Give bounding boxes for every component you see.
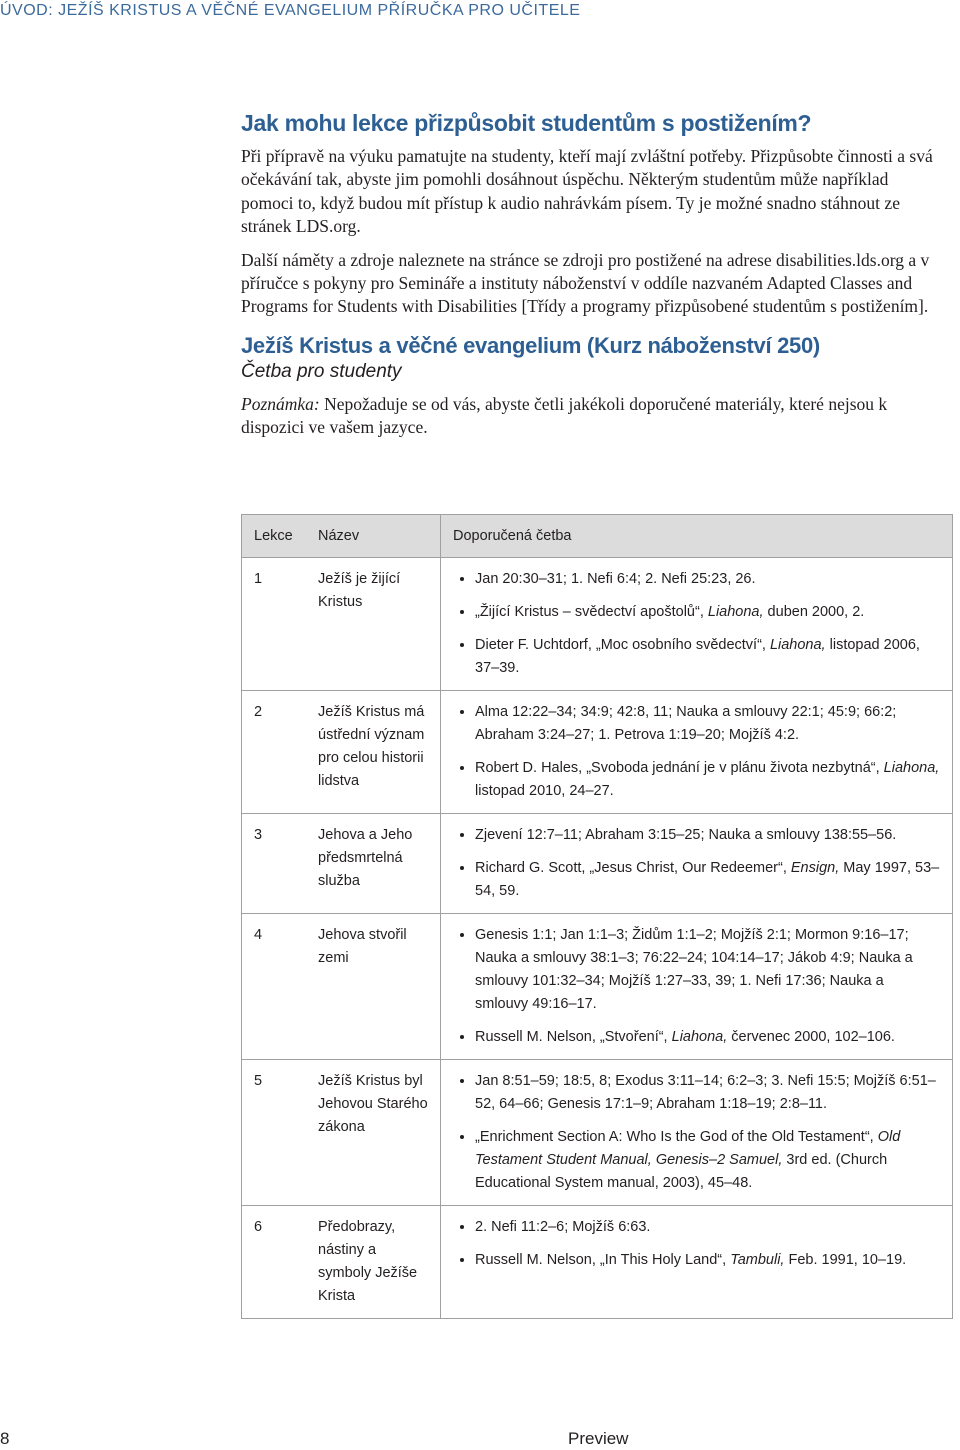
publication-name: Liahona, bbox=[769, 637, 826, 653]
reading-text: Feb. 1991, 10–19. bbox=[784, 1252, 907, 1268]
reading-list bbox=[453, 924, 940, 1049]
reading-list bbox=[453, 568, 940, 680]
publication-name: Tambuli, bbox=[730, 1252, 785, 1268]
running-header: ÚVOD: JEŽÍŠ KRISTUS A VĚČNÉ EVANGELIUM PŘÍRUČKA PRO UČITELE bbox=[0, 2, 581, 19]
lesson-number: 4 bbox=[242, 914, 307, 1060]
reading-item bbox=[475, 568, 940, 591]
lesson-number: 3 bbox=[242, 814, 307, 914]
publication-name: Liahona, bbox=[671, 1029, 728, 1045]
page-number: 8 bbox=[0, 1429, 10, 1448]
section-title-adaptation: Jak mohu lekce přizpůsobit studentům s postižením? bbox=[241, 110, 812, 136]
recommended-reading bbox=[441, 1206, 953, 1319]
course-title: Ježíš Kristus a věčné evangelium (Kurz náboženství 250) bbox=[241, 332, 820, 358]
reading-text: Dieter F. Uchtdorf, „Moc osobního svědectví“, bbox=[475, 637, 770, 653]
reading-text: Genesis 1:1; Jan 1:1–3; Židům 1:1–2; Mojžíš 2:1; Mormon 9:16–17; Nauka a smlouvy 38:1–3; 76:22–24; 104:14–17; Jákob 4:9; Nauka a smlouvy 101:32–34; Mojžíš 1:27–33, 39; 1. Nefi 17:36; Nauka a smlouvy 49:16–17. bbox=[475, 927, 913, 1012]
note-text: Nepožaduje se od vás, abyste četli jakékoli doporučené materiály, které nejsou k dispozici ve vašem jazyce. bbox=[241, 393, 888, 438]
header-reading: Doporučená četba bbox=[441, 515, 953, 558]
lesson-title: Předobrazy, nástiny a symboly Ježíše Krista bbox=[306, 1206, 441, 1319]
table-row bbox=[242, 691, 953, 814]
reading-item bbox=[475, 857, 940, 903]
lesson-title: Jehova stvořil zemi bbox=[306, 914, 441, 1060]
reading-item bbox=[475, 1216, 940, 1239]
reading-list bbox=[453, 701, 940, 803]
reading-item bbox=[475, 924, 940, 1016]
reading-item bbox=[475, 824, 940, 847]
table-row bbox=[242, 814, 953, 914]
lesson-title: Ježíš Kristus má ústřední význam pro celou historii lidstva bbox=[306, 691, 441, 814]
table-row bbox=[242, 558, 953, 691]
paragraph-resources: Další náměty a zdroje naleznete na stránce se zdroji pro postižené na adrese disabilities.lds.org a v příručce s pokyny pro Semináře a instituty náboženství v oddíle nazvaném Adapted Classes and Programs for Students with Disabilities [Třídy a programy přizpůsobené studentům s postižením]. bbox=[241, 249, 930, 317]
reading-text: Alma 12:22–34; 34:9; 42:8, 11; Nauka a smlouvy 22:1; 45:9; 66:2; Abraham 3:24–27; 1. Petrova 1:19–20; Mojžíš 4:2. bbox=[475, 704, 897, 743]
reading-list bbox=[453, 1070, 940, 1195]
reading-text: listopad 2006, 37–39. bbox=[475, 637, 920, 676]
paragraph-preparation: Při přípravě na výuku pamatujte na studenty, kteří mají zvláštní potřeby. Přizpůsobte činnosti a svá očekávání tak, abyste jim pomohli dosáhnout úspěchu. Některým studentům může například pomoci to, když budou mít přístup k audio nahrávkám písem. Ty je možné snadno stáhnout ze stránek LDS.org. bbox=[241, 146, 933, 237]
reading-text: Richard G. Scott, „Jesus Christ, Our Redeemer“, bbox=[475, 860, 791, 876]
lesson-title: Jehova a Jeho předsmrtelná služba bbox=[306, 814, 441, 914]
lesson-number: 5 bbox=[242, 1060, 307, 1206]
reading-item bbox=[475, 634, 940, 680]
reading-item bbox=[475, 1126, 940, 1195]
table-row bbox=[242, 914, 953, 1060]
lesson-title: Ježíš je žijící Kristus bbox=[306, 558, 441, 691]
reading-text: červenec 2000, 102–106. bbox=[727, 1029, 895, 1045]
lesson-number: 1 bbox=[242, 558, 307, 691]
reading-text: „Žijící Kristus – svědectví apoštolů“, bbox=[475, 604, 708, 620]
table-body bbox=[242, 558, 953, 1319]
lesson-number: 6 bbox=[242, 1206, 307, 1319]
reading-item bbox=[475, 701, 940, 747]
table-row bbox=[242, 1060, 953, 1206]
preview-label: Preview bbox=[568, 1429, 629, 1448]
publication-name: Old Testament Student Manual, Genesis–2 Samuel, bbox=[475, 1129, 901, 1168]
publication-name: Liahona, bbox=[883, 760, 940, 776]
reading-text: 3rd ed. (Church Educational System manual, 2003), 45–48. bbox=[475, 1152, 888, 1191]
lesson-title: Ježíš Kristus byl Jehovou Starého zákona bbox=[306, 1060, 441, 1206]
reading-text: „Enrichment Section A: Who Is the God of the Old Testament“, bbox=[475, 1129, 878, 1145]
reading-item bbox=[475, 601, 940, 624]
recommended-reading bbox=[441, 914, 953, 1060]
reading-item bbox=[475, 1070, 940, 1116]
note-paragraph bbox=[241, 393, 941, 440]
lesson-number: 2 bbox=[242, 691, 307, 814]
reading-text: Robert D. Hales, „Svoboda jednání je v plánu života nezbytná“, bbox=[475, 760, 884, 776]
reading-text: Russell M. Nelson, „Stvoření“, bbox=[475, 1029, 672, 1045]
reading-list bbox=[453, 1216, 940, 1272]
table-row bbox=[242, 1206, 953, 1319]
main-content bbox=[241, 110, 941, 440]
recommended-reading bbox=[441, 1060, 953, 1206]
reading-text: 2. Nefi 11:2–6; Mojžíš 6:63. bbox=[475, 1219, 651, 1235]
publication-name: Ensign, bbox=[790, 860, 840, 876]
table-header-row bbox=[242, 515, 953, 558]
header-lesson: Lekce bbox=[242, 515, 307, 558]
reading-text: Russell M. Nelson, „In This Holy Land“, bbox=[475, 1252, 731, 1268]
reading-table bbox=[241, 514, 953, 1319]
course-subtitle: Četba pro studenty bbox=[241, 360, 402, 382]
reading-item bbox=[475, 757, 940, 803]
reading-text: May 1997, 53–54, 59. bbox=[475, 860, 940, 899]
reading-item bbox=[475, 1026, 940, 1049]
reading-text: Zjevení 12:7–11; Abraham 3:15–25; Nauka a smlouvy 138:55–56. bbox=[475, 827, 897, 843]
publication-name: Liahona, bbox=[707, 604, 764, 620]
recommended-reading bbox=[441, 558, 953, 691]
reading-item bbox=[475, 1249, 940, 1272]
header-title: Název bbox=[306, 515, 441, 558]
reading-text: Jan 8:51–59; 18:5, 8; Exodus 3:11–14; 6:2–3; 3. Nefi 15:5; Mojžíš 6:51–52, 64–66; Genesis 17:1–9; Abraham 1:18–19; 2:8–11. bbox=[475, 1073, 936, 1112]
reading-text: listopad 2010, 24–27. bbox=[475, 783, 614, 799]
reading-text: duben 2000, 2. bbox=[763, 604, 865, 620]
note-label: Poznámka: bbox=[241, 393, 320, 414]
reading-text: Jan 20:30–31; 1. Nefi 6:4; 2. Nefi 25:23, 26. bbox=[475, 571, 756, 587]
reading-list bbox=[453, 824, 940, 903]
recommended-reading bbox=[441, 814, 953, 914]
recommended-reading bbox=[441, 691, 953, 814]
